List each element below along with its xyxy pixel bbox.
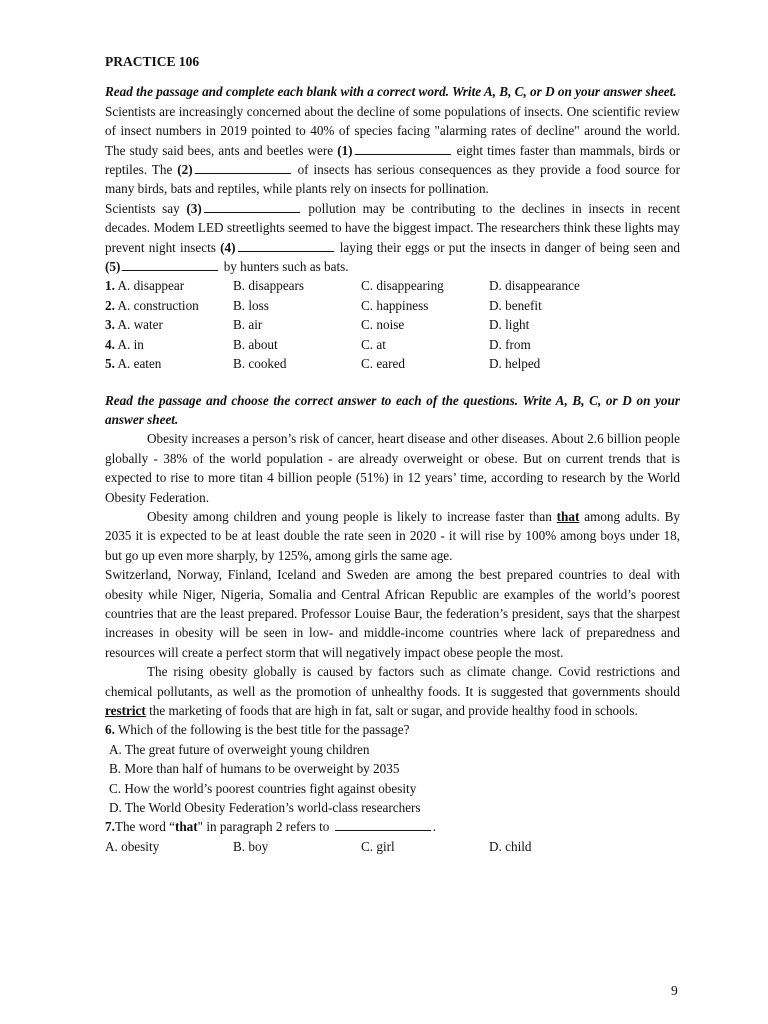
- option-4c: C. at: [361, 336, 386, 352]
- option-5b: B. cooked: [233, 356, 287, 372]
- section1-instruction: Read the passage and complete each blank with a correct word. Write A, B, C, or D on your answer sheet.: [105, 84, 677, 100]
- section2-paragraph-2: Obesity among children and young people is likely to increase faster than that among adults. By 2035 it is expected to be at least double the rate seen in 2020 - it will rise by 100% among boys under 18, but go up even more sharply, by 125%, among girls the same age.: [105, 508, 680, 563]
- option-7c: C. girl: [361, 838, 395, 854]
- option-7b: B. boy: [233, 838, 269, 854]
- option-2c: C. happiness: [361, 297, 429, 313]
- option-3b: B. air: [233, 317, 263, 333]
- question-5-options: [105, 354, 680, 373]
- option-6c: C. How the world’s poorest countries fight against obesity: [109, 780, 417, 796]
- option-2d: D. benefit: [489, 297, 542, 313]
- blank-number-3: (3): [186, 200, 202, 216]
- blank-2: [195, 161, 291, 174]
- option-3a: 3. A. water: [105, 317, 163, 333]
- option-6d: D. The World Obesity Federation’s world-class researchers: [109, 800, 421, 816]
- worksheet-page: [105, 52, 680, 856]
- blank-number-5: (5): [105, 259, 121, 275]
- blank-4: [238, 239, 334, 252]
- option-3d: D. light: [489, 317, 530, 333]
- blank-7: [335, 818, 431, 831]
- vocab-word-restrict: restrict: [105, 703, 146, 718]
- option-1c: C. disappearing: [361, 278, 444, 294]
- option-1d: D. disappearance: [489, 278, 580, 294]
- option-7d: D. child: [489, 838, 532, 854]
- blank-number-2: (2): [177, 162, 193, 178]
- section1-paragraph-1: Scientists are increasingly concerned about the decline of some populations of insects. One scientific review of insect numbers in 2019 pointed to 40% of species facing "alarming rates of decline" around the world. The study said bees, ants and beetles were (1) eight times faster than mammals, birds or reptiles. The (2) of insects has serious consequences as they provide a food source for many birds, bats and reptiles, while plants rely on insects for pollination.: [105, 103, 680, 197]
- option-5d: D. helped: [489, 356, 541, 372]
- section2-paragraph-4: The rising obesity globally is caused by factors such as climate change. Covid restrictions and chemical pollutants, as well as the promotion of unhealthy foods. It is suggested that governments should restrict the marketing of foods that are high in fat, salt or sugar, and provide healthy food in schools.: [105, 664, 680, 718]
- section2-paragraph-3: Switzerland, Norway, Finland, Iceland and Sweden are among the best prepared countries to deal with obesity while Niger, Nigeria, Somalia and Central African Republic are examples of the world’s poorest countries that are the least prepared. Professor Louise Baur, the federation’s president, says that the sharpest increases in obesity will be seen in low- and middle-income countries where lack of preparedness and resources will create a perfect storm that will negatively impact obese people the most.: [105, 567, 680, 660]
- blank-3: [204, 200, 300, 213]
- section2-instruction: Read the passage and choose the correct answer to each of the questions. Write A, B, C, or D on your answer sheet.: [105, 392, 680, 427]
- question-3-options: [105, 315, 680, 334]
- blank-1: [355, 142, 451, 155]
- option-2a: 2. A. construction: [105, 297, 199, 313]
- option-6a: A. The great future of overweight young children: [109, 741, 370, 757]
- option-4d: D. from: [489, 336, 531, 352]
- question-4-options: [105, 335, 680, 354]
- question-2-options: [105, 296, 680, 315]
- section2-paragraph-1: Obesity increases a person’s risk of cancer, heart disease and other diseases. About 2.6 billion people globally - 38% of the world population - are already overweight or obese. But on current trends that is expected to rise to more titan 4 billion people (51%) in 12 years’ time, according to research by the World Obesity Federation.: [105, 431, 680, 505]
- question-1-options: [105, 276, 680, 295]
- option-4a: 4. A. in: [105, 336, 144, 352]
- blank-number-4: (4): [220, 239, 236, 255]
- option-2b: B. loss: [233, 297, 269, 313]
- option-3c: C. noise: [361, 317, 405, 333]
- section1-paragraph-2: Scientists say (3) pollution may be contributing to the declines in insects in recent decades. Modem LED streetlights seemed to have the biggest impact. The researchers think these lights may prevent night insects (4) laying their eggs or put the insects in danger of being seen and (5) by hunters such as bats.: [105, 200, 681, 275]
- blank-number-1: (1): [337, 142, 353, 158]
- option-1a: 1. A. disappear: [105, 278, 185, 294]
- question-7: 7.The word “that" in paragraph 2 refers to .: [105, 819, 436, 835]
- option-4b: B. about: [233, 336, 278, 352]
- question-7-options: [105, 837, 680, 856]
- referent-word-that: that: [556, 508, 580, 524]
- blank-5: [122, 258, 218, 271]
- option-5a: 5. A. eaten: [105, 356, 162, 372]
- option-6b: B. More than half of humans to be overweight by 2035: [109, 761, 400, 777]
- option-5c: C. eared: [361, 356, 405, 372]
- page-number: 9: [671, 983, 678, 998]
- option-7a: A. obesity: [105, 838, 160, 854]
- question-6: 6. Which of the following is the best title for the passage?: [105, 722, 410, 738]
- practice-title: PRACTICE 106: [105, 54, 200, 69]
- option-1b: B. disappears: [233, 278, 305, 294]
